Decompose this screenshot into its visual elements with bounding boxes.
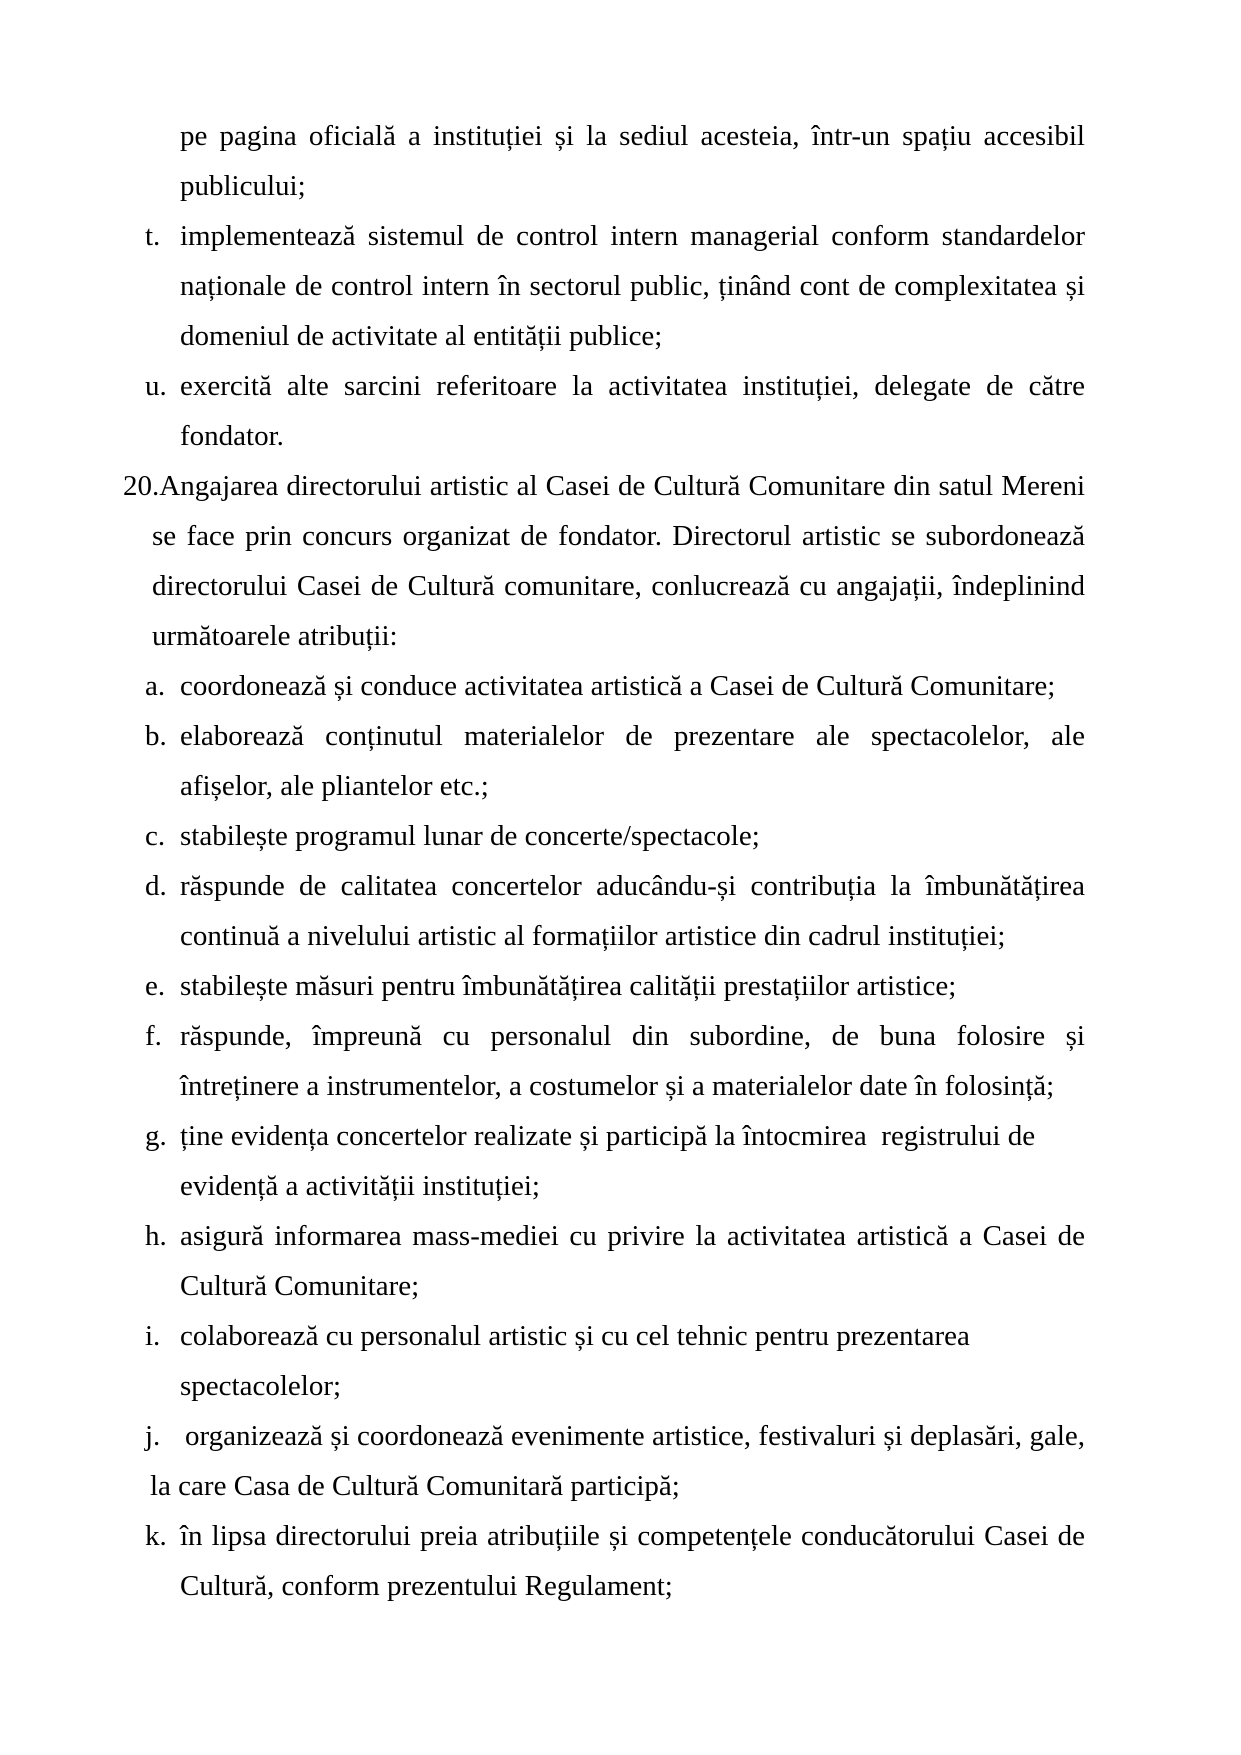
list-item-c (123, 811, 1085, 861)
list-item-h (123, 1211, 1085, 1311)
list-item-text: colaborează cu personalul artistic și cu cel tehnic pentru prezentarea spectacolelor; (180, 1320, 970, 1402)
paragraph-continuation (123, 111, 1085, 211)
list-marker: c. (145, 820, 166, 852)
list-item-text: exercită alte sarcini referitoare la activitatea instituției, delegate de către fondator. (180, 370, 1085, 452)
list-item-text: stabilește programul lunar de concerte/spectacole; (180, 820, 760, 852)
list-item-u (123, 361, 1085, 461)
list-marker: g. (145, 1120, 167, 1152)
list-item-j (123, 1411, 1085, 1511)
document-content (123, 0, 1085, 1611)
list-marker: e. (145, 970, 166, 1002)
list-item-text: stabilește măsuri pentru îmbunătățirea calității prestațiilor artistice; (180, 970, 957, 1002)
list-item-k (123, 1511, 1085, 1611)
list-item-text: răspunde de calitatea concertelor aducându-și contribuția la îmbunătățirea continuă a nivelului artistic al formațiilor artistice din cadrul instituției; (180, 870, 1085, 952)
list-marker: j. (145, 1420, 161, 1452)
list-marker: d. (145, 870, 167, 902)
list-item-a (123, 661, 1085, 711)
list-item-text: Angajarea directorului artistic al Casei de Cultură Comunitare din satul Mereni se face prin concurs organizat de fondator. Directorul artistic se subordonează directorului Casei de Cultură comunitare, conlucrează cu angajații, îndeplinind următoarele atribuții: (152, 470, 1085, 652)
list-marker: a. (145, 670, 166, 702)
list-item-d (123, 861, 1085, 961)
list-item-text: în lipsa directorului preia atribuțiile și competențele conducătorului Casei de Cultură, conform prezentului Regulament; (180, 1520, 1085, 1602)
list-marker: i. (145, 1320, 161, 1352)
list-marker: t. (145, 220, 161, 252)
list-item-e (123, 961, 1085, 1011)
list-marker: h. (145, 1220, 167, 1252)
paragraph-text: pe pagina oficială a instituției și la sediul acesteia, într-un spațiu accesibil publicului; (180, 120, 1085, 202)
list-item-i (123, 1311, 1085, 1411)
list-item-text: ține evidența concertelor realizate și participă la întocmirea registrului de evidență a activității instituției; (180, 1120, 1036, 1202)
list-item-t (123, 211, 1085, 361)
numbered-item-20 (123, 461, 1085, 661)
list-item-text: elaborează conținutul materialelor de prezentare ale spectacolelor, ale afișelor, ale pliantelor etc.; (180, 720, 1085, 802)
list-marker: f. (145, 1020, 162, 1052)
list-item-text: răspunde, împreună cu personalul din subordine, de buna folosire și întreținere a instrumentelor, a costumelor și a materialelor date în folosință; (180, 1020, 1085, 1102)
list-item-b (123, 711, 1085, 811)
list-marker: 20. (123, 470, 160, 502)
list-item-g (123, 1111, 1085, 1211)
list-item-text: organizează și coordonează evenimente artistice, festivaluri și deplasări, gale, la care Casa de Cultură Comunitară participă; (150, 1420, 1085, 1502)
list-item-text: implementează sistemul de control intern managerial conform standardelor naționale de control intern în sectorul public, ținând cont de complexitatea și domeniul de activitate al entității publice; (180, 220, 1085, 352)
list-marker: b. (145, 720, 167, 752)
list-item-text: asigură informarea mass-mediei cu privire la activitatea artistică a Casei de Cultură Comunitare; (180, 1220, 1085, 1302)
list-item-f (123, 1011, 1085, 1111)
list-item-text: coordonează și conduce activitatea artistică a Casei de Cultură Comunitare; (180, 670, 1056, 702)
list-marker: k. (145, 1520, 167, 1552)
list-marker: u. (145, 370, 167, 402)
